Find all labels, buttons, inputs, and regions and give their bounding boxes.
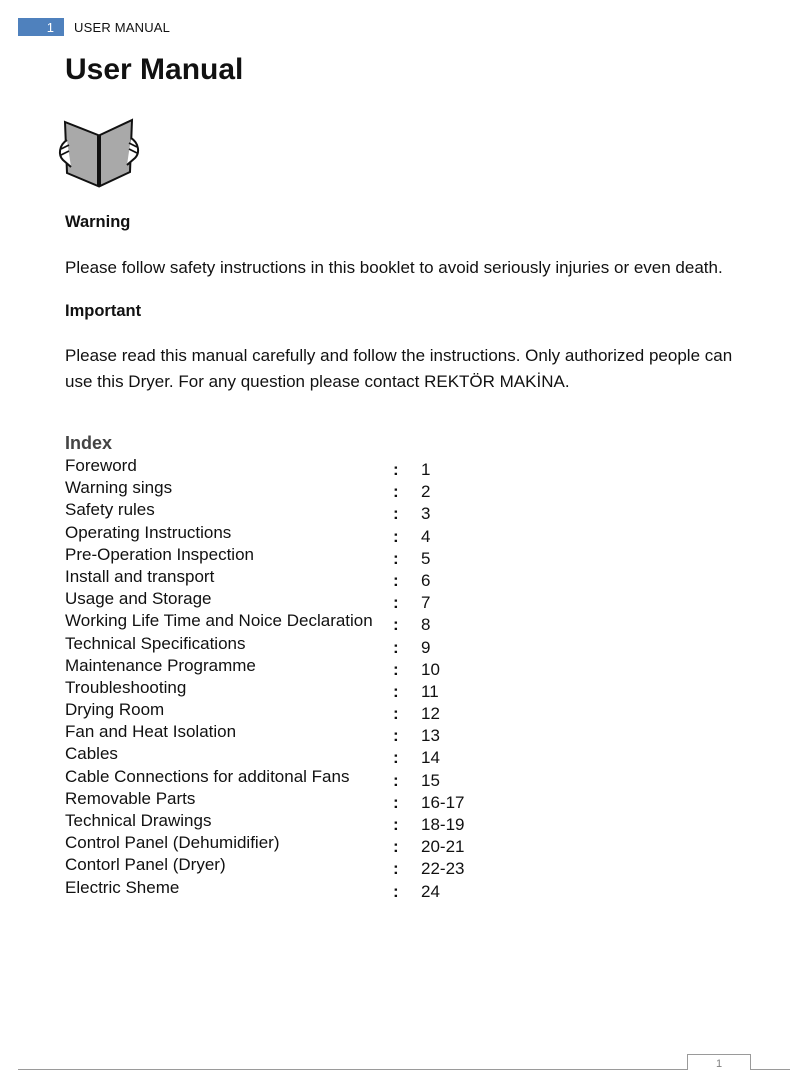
index-separator: : bbox=[393, 570, 399, 590]
index-entry bbox=[65, 523, 485, 545]
index-entry bbox=[65, 833, 485, 855]
index-entry-page: 16-17 bbox=[421, 792, 465, 812]
index-entry-page: 8 bbox=[421, 615, 431, 635]
index-entry-page: 7 bbox=[421, 593, 431, 613]
index-separator: : bbox=[393, 548, 399, 568]
header-title: USER MANUAL bbox=[74, 19, 171, 35]
index-separator: : bbox=[393, 526, 399, 546]
index-entry bbox=[65, 567, 485, 589]
index-separator: : bbox=[393, 770, 399, 790]
index-separator: : bbox=[393, 504, 399, 524]
index-entry-label: Removable Parts bbox=[65, 788, 196, 808]
index-entry-label: Cables bbox=[65, 744, 118, 764]
index-entry-page: 11 bbox=[421, 681, 439, 701]
index-entry bbox=[65, 744, 485, 766]
index-entry bbox=[65, 722, 485, 744]
index-entry-page: 10 bbox=[421, 659, 440, 679]
index-entry bbox=[65, 811, 485, 833]
index-entry bbox=[65, 656, 485, 678]
index-separator: : bbox=[393, 681, 399, 701]
index-separator: : bbox=[393, 659, 399, 679]
index-entry-page: 6 bbox=[421, 570, 431, 590]
index-separator: : bbox=[393, 482, 399, 502]
index-entry-page: 24 bbox=[421, 881, 440, 901]
header-page-number: 1 bbox=[18, 18, 64, 36]
index-separator: : bbox=[393, 748, 399, 768]
index-entry-label: Maintenance Programme bbox=[65, 655, 256, 675]
index-separator: : bbox=[393, 460, 399, 479]
index-entry-label: Technical Specifications bbox=[65, 633, 246, 653]
index-entry-label: Troubleshooting bbox=[65, 677, 187, 697]
index-entry-page: 12 bbox=[421, 704, 440, 724]
important-text: Please read this manual carefully and follow the instructions. Only authorized people can use this Dryer. For any question please contact REKTÖR MAKİNA. bbox=[65, 346, 733, 391]
index-entry bbox=[65, 611, 485, 633]
index-entry-label: Contorl Panel (Dryer) bbox=[65, 855, 226, 875]
index-separator: : bbox=[393, 615, 399, 635]
index-entry-page: 18-19 bbox=[421, 815, 465, 834]
index-separator: : bbox=[393, 859, 399, 879]
index-entry-label: Cable Connections for additonal Fans bbox=[65, 766, 350, 786]
index-entry bbox=[65, 767, 485, 789]
index-separator: : bbox=[393, 726, 399, 746]
index-separator: : bbox=[393, 837, 399, 857]
index-entry-page: 22-23 bbox=[421, 859, 465, 879]
index-title: Index bbox=[65, 433, 113, 453]
footer-divider bbox=[18, 1069, 790, 1070]
index-separator: : bbox=[393, 792, 399, 812]
index-entry bbox=[65, 878, 485, 900]
index-entry-page: 1 bbox=[421, 460, 431, 479]
index-entry-page: 5 bbox=[421, 548, 431, 568]
index-entry-page: 14 bbox=[421, 748, 440, 768]
index-entry bbox=[65, 700, 485, 722]
index-entry-label: Electric Sheme bbox=[65, 877, 180, 897]
index-entry-page: 3 bbox=[421, 504, 431, 524]
index-entry bbox=[65, 500, 485, 522]
index-entry bbox=[65, 456, 485, 478]
index-entry-label: Usage and Storage bbox=[65, 589, 212, 609]
index-separator: : bbox=[393, 815, 399, 834]
index-entry-page: 4 bbox=[421, 526, 431, 546]
index-entry-label: Foreword bbox=[65, 456, 137, 475]
warning-text: Please follow safety instructions in this booklet to avoid seriously injuries or even death. bbox=[65, 258, 723, 277]
warning-heading: Warning bbox=[65, 213, 131, 231]
index-list bbox=[65, 456, 485, 900]
index-entry-label: Safety rules bbox=[65, 500, 155, 520]
index-separator: : bbox=[393, 704, 399, 724]
index-entry-label: Working Life Time and Noice Declaration bbox=[65, 611, 373, 631]
open-book-icon bbox=[55, 118, 143, 190]
important-heading: Important bbox=[65, 302, 142, 320]
page-title: User Manual bbox=[65, 53, 244, 86]
index-entry bbox=[65, 589, 485, 611]
index-entry bbox=[65, 678, 485, 700]
index-entry-label: Pre-Operation Inspection bbox=[65, 544, 254, 564]
index-entry-label: Technical Drawings bbox=[65, 811, 212, 830]
index-entry-label: Warning sings bbox=[65, 478, 173, 498]
index-entry-label: Control Panel (Dehumidifier) bbox=[65, 833, 280, 853]
index-entry-page: 13 bbox=[421, 726, 440, 746]
index-entry bbox=[65, 855, 485, 877]
index-entry bbox=[65, 789, 485, 811]
page-header bbox=[18, 18, 170, 36]
index-entry bbox=[65, 478, 485, 500]
index-entry-label: Install and transport bbox=[65, 566, 215, 586]
index-entry-page: 20-21 bbox=[421, 837, 465, 857]
index-entry-label: Fan and Heat Isolation bbox=[65, 722, 237, 742]
index-entry-label: Drying Room bbox=[65, 700, 165, 720]
index-entry-page: 2 bbox=[421, 482, 431, 502]
index-entry-page: 15 bbox=[421, 770, 440, 790]
index-entry bbox=[65, 634, 485, 656]
index-separator: : bbox=[393, 593, 399, 613]
footer-page-number: 1 bbox=[687, 1054, 751, 1070]
index-entry bbox=[65, 545, 485, 567]
index-entry-label: Operating Instructions bbox=[65, 522, 232, 542]
index-entry-page: 9 bbox=[421, 637, 431, 657]
index-separator: : bbox=[393, 637, 399, 657]
index-separator: : bbox=[393, 881, 399, 901]
